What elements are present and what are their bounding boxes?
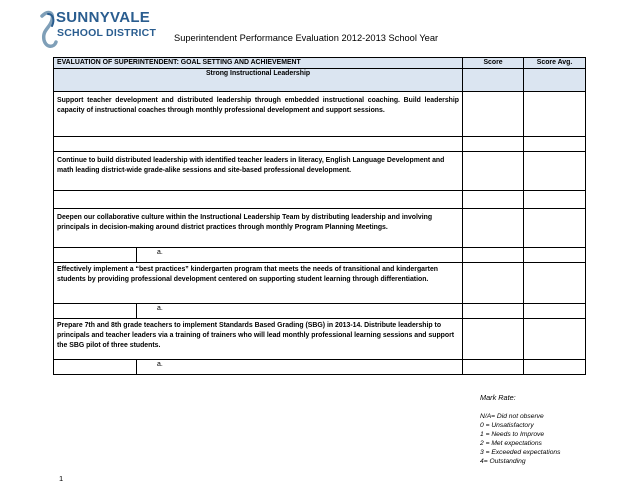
goal-text: Effectively implement a “best practices” kindergarten program that meets the needs of transitional and kindergarten students by providing professional development centered on supporting student learning through differentiation. — [54, 263, 463, 304]
score-cell[interactable] — [463, 152, 524, 191]
section-row — [54, 69, 586, 92]
sub-item-row — [54, 360, 586, 375]
score-avg-cell[interactable] — [524, 152, 586, 191]
mark-rate-item: 1 = Needs to Improve — [480, 430, 545, 438]
sub-item-row — [54, 248, 586, 263]
document-title: Superintendent Performance Evaluation 2012-2013 School Year — [174, 33, 439, 43]
mark-rate-item: N/A= Did not observe — [480, 413, 544, 420]
goal-row — [54, 92, 586, 137]
score-cell[interactable] — [463, 319, 524, 360]
score-cell[interactable] — [463, 209, 524, 248]
goal-text: Support teacher development and distributed leadership through embedded instructional coaching. Build leadership capacity of instructional coaches through monthly professional development and support sessions. — [54, 92, 463, 137]
score-avg-cell[interactable] — [524, 92, 586, 137]
evaluation-table — [53, 57, 586, 375]
sub-item-label: a. — [137, 360, 463, 375]
mark-rate-list — [480, 413, 561, 466]
table-header-row — [54, 58, 586, 69]
logo-subtitle: SCHOOL DISTRICT — [57, 27, 157, 39]
score-avg-cell[interactable] — [524, 209, 586, 248]
score-cell[interactable] — [463, 92, 524, 137]
score-avg-cell[interactable] — [524, 263, 586, 304]
sub-item-label: a. — [137, 248, 463, 263]
mark-rate-title: Mark Rate: — [480, 393, 516, 402]
evaluation-header: EVALUATION OF SUPERINTENDENT: GOAL SETTING AND ACHIEVEMENT — [54, 58, 463, 69]
score-cell[interactable] — [463, 263, 524, 304]
goal-row — [54, 319, 586, 360]
sub-item-label: a. — [137, 304, 463, 319]
goal-text: Continue to build distributed leadership with identified teacher leaders in literacy, English Language Development and math leading district-wide grade-alike sessions and site-based professional development. — [54, 152, 463, 191]
mark-rate-item: 4= Outstanding — [480, 457, 526, 465]
goal-text: Prepare 7th and 8th grade teachers to implement Standards Based Grading (SBG) in 2013-14. Distribute leadership to principals and teacher leaders via a training of trainers who will lead monthly professional learning sessions and support the SBG pilot of three students. — [54, 319, 463, 360]
goal-row — [54, 152, 586, 191]
mark-rate-item: 0 = Unsatisfactory — [480, 421, 534, 429]
mark-rate-item: 2 = Met expectations — [480, 439, 542, 447]
logo-title: SUNNYVALE — [56, 9, 151, 26]
goal-row — [54, 209, 586, 248]
score-avg-header: Score Avg. — [524, 58, 586, 69]
goal-text: Deepen our collaborative culture within the Instructional Leadership Team by distributing leadership and involving principals in decision-making around district practices through monthly Program Planning Meetings. — [54, 209, 463, 248]
spacer-row — [54, 191, 586, 209]
section-title: Strong Instructional Leadership — [54, 69, 463, 92]
score-avg-cell[interactable] — [524, 319, 586, 360]
sub-item-row — [54, 304, 586, 319]
spacer-row — [54, 137, 586, 152]
page-number: 1 — [59, 474, 64, 483]
goal-row — [54, 263, 586, 304]
mark-rate-item: 3 = Exceeded expectations — [480, 448, 561, 456]
score-header: Score — [463, 58, 524, 69]
